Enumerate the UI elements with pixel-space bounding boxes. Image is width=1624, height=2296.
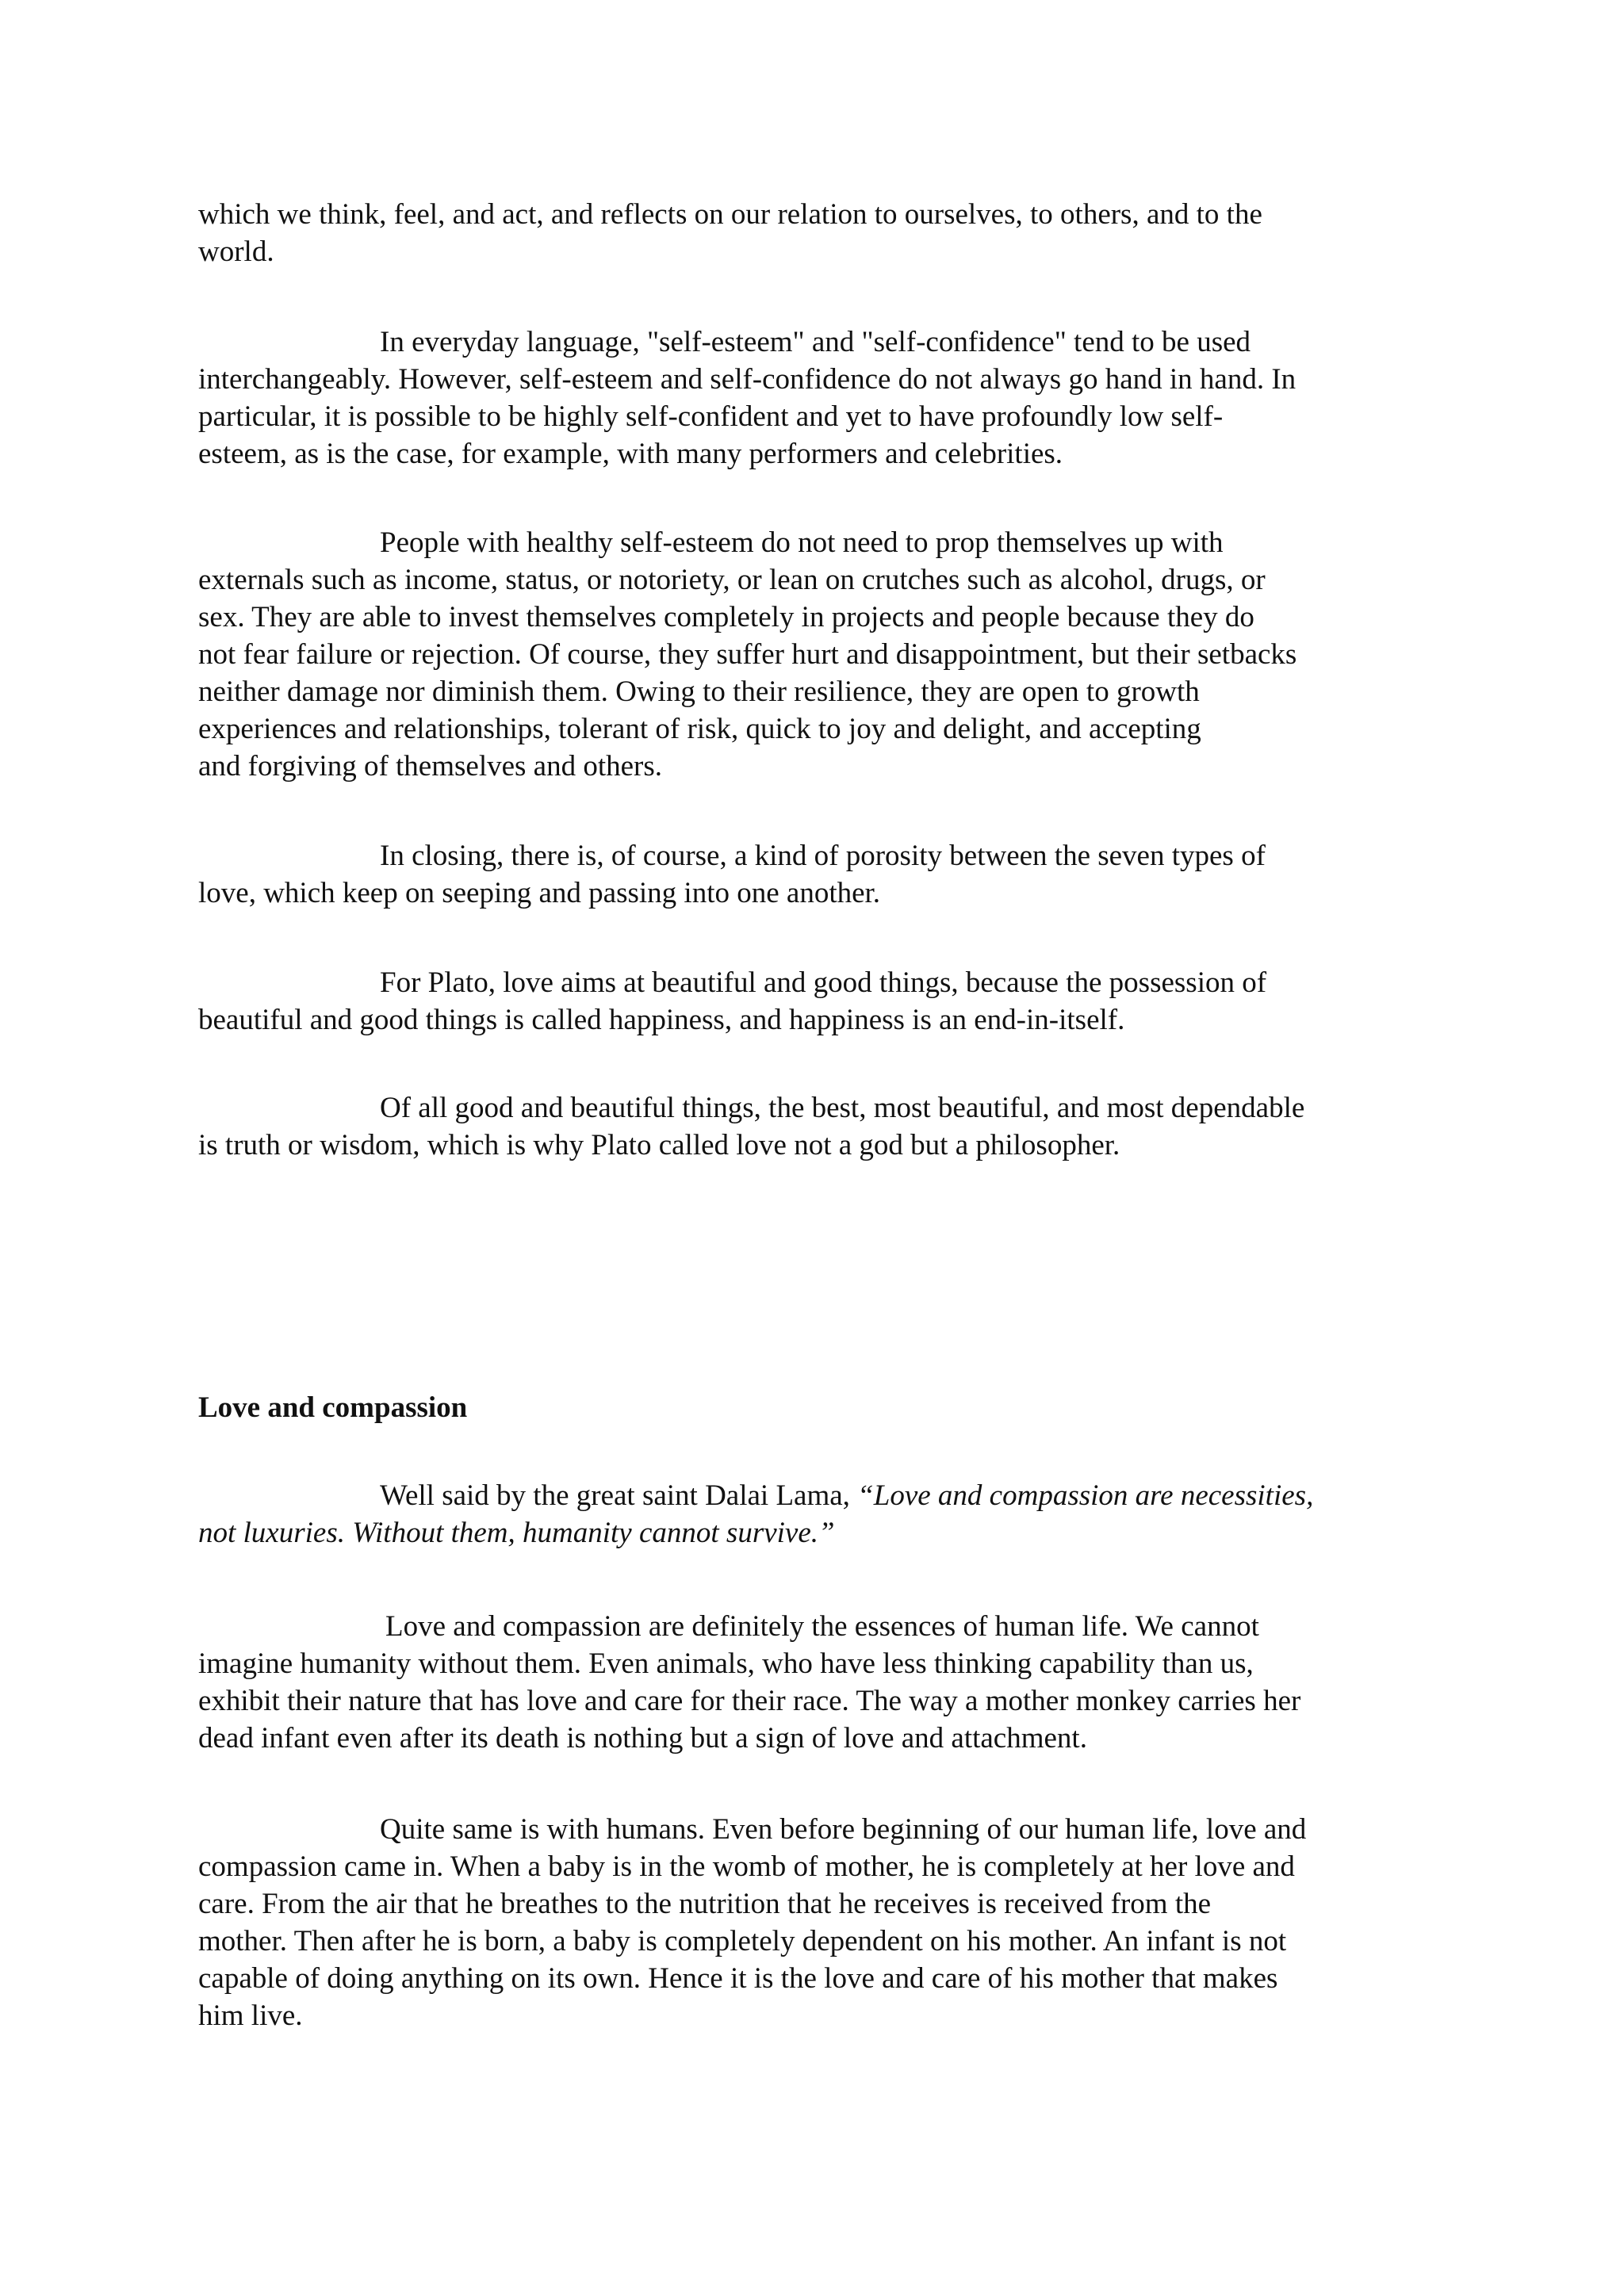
text-line: neither damage nor diminish them. Owing to their resilience, they are open to growth bbox=[198, 675, 1200, 708]
section-paragraph-1 bbox=[198, 1608, 1435, 1757]
paragraph-2 bbox=[198, 323, 1435, 473]
text-line: externals such as income, status, or notoriety, or lean on crutches such as alcohol, drugs, or bbox=[198, 564, 1266, 596]
text-line: beautiful and good things is called happiness, and happiness is an end-in-itself. bbox=[198, 1004, 1125, 1036]
text-line: sex. They are able to invest themselves completely in projects and people because they do bbox=[198, 601, 1254, 633]
text-line: not fear failure or rejection. Of course, they suffer hurt and disappointment, but their setbacks bbox=[198, 638, 1297, 671]
section-paragraph-2 bbox=[198, 1811, 1435, 2034]
text-line: Love and compassion are definitely the essences of human life. We cannot bbox=[385, 1610, 1259, 1643]
text-line: In closing, there is, of course, a kind of porosity between the seven types of bbox=[380, 840, 1266, 872]
paragraph-5 bbox=[198, 964, 1435, 1039]
paragraph-1 bbox=[198, 196, 1435, 270]
text-line: For Plato, love aims at beautiful and good things, because the possession of bbox=[380, 966, 1267, 999]
text-line: him live. bbox=[198, 1999, 303, 2032]
text-line: interchangeably. However, self-esteem and self-confidence do not always go hand in hand. In bbox=[198, 363, 1297, 396]
paragraph-6 bbox=[198, 1089, 1435, 1164]
text-line: People with healthy self-esteem do not need to prop themselves up with bbox=[380, 526, 1224, 559]
text-line: care. From the air that he breathes to the nutrition that he receives is received from the bbox=[198, 1888, 1212, 1920]
text-line: love, which keep on seeping and passing into one another. bbox=[198, 877, 881, 909]
paragraph-3 bbox=[198, 524, 1435, 785]
paragraph-4 bbox=[198, 837, 1435, 912]
text-line: mother. Then after he is born, a baby is completely dependent on his mother. An infant is not bbox=[198, 1925, 1287, 1957]
text-line: Quite same is with humans. Even before beginning of our human life, love and bbox=[380, 1813, 1307, 1846]
text-line: exhibit their nature that has love and care for their race. The way a mother monkey carries her bbox=[198, 1685, 1301, 1717]
text-line bbox=[198, 1477, 1435, 1514]
text-line: and forgiving of themselves and others. bbox=[198, 750, 663, 783]
text-line: capable of doing anything on its own. Hence it is the love and care of his mother that makes bbox=[198, 1962, 1278, 1995]
text-line: particular, it is possible to be highly self-confident and yet to have profoundly low self- bbox=[198, 400, 1224, 433]
text-line: imagine humanity without them. Even animals, who have less thinking capability than us, bbox=[198, 1647, 1254, 1680]
text-line: compassion came in. When a baby is in the womb of mother, he is completely at her love and bbox=[198, 1850, 1295, 1883]
section-heading bbox=[198, 1389, 1435, 1426]
quote-text: “Love and compassion are necessities, bbox=[857, 1479, 1314, 1512]
text-line: experiences and relationships, tolerant of risk, quick to joy and delight, and accepting bbox=[198, 713, 1201, 745]
text-line: In everyday language, "self-esteem" and "self-confidence" tend to be used bbox=[380, 326, 1251, 358]
quote-text: not luxuries. Without them, humanity cannot survive.” bbox=[198, 1517, 835, 1549]
text-line: is truth or wisdom, which is why Plato called love not a god but a philosopher. bbox=[198, 1129, 1120, 1161]
text-line: which we think, feel, and act, and reflects on our relation to ourselves, to others, and to the bbox=[198, 198, 1262, 231]
quote-intro: Well said by the great saint Dalai Lama, bbox=[380, 1479, 858, 1512]
text-line: world. bbox=[198, 235, 274, 268]
text-line: esteem, as is the case, for example, with many performers and celebrities. bbox=[198, 438, 1063, 470]
quote-paragraph bbox=[198, 1477, 1435, 1552]
section-heading-text: Love and compassion bbox=[198, 1391, 468, 1424]
text-line: dead infant even after its death is nothing but a sign of love and attachment. bbox=[198, 1722, 1087, 1755]
text-line: Of all good and beautiful things, the best, most beautiful, and most dependable bbox=[380, 1092, 1305, 1124]
